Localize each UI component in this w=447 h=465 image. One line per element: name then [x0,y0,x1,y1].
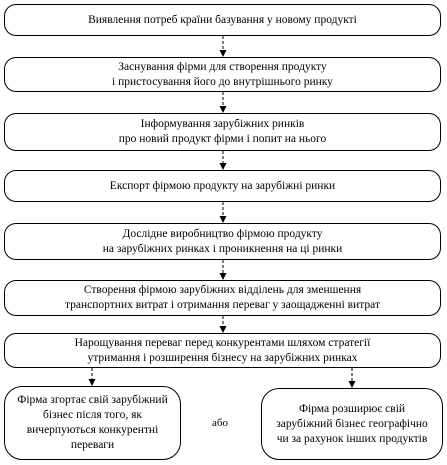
step-6 [4,280,441,316]
step-4-line-1: Експорт фірмою продукту на зарубіжні ринки [109,179,336,192]
outcome-left-line-4: переваги [70,439,115,451]
step-3-line-1: Інформування зарубіжних ринків [140,118,305,130]
step-3 [4,113,441,151]
step-5-line-1: Дослідне виробництво фірмою продукту [122,227,323,240]
outcome-right [261,388,443,460]
step-5 [4,223,441,260]
outcome-left-line-3: вичерпуються конкурентні [26,424,159,436]
step-1-line-1: Виявлення потреб країни базування у новому продукті [88,13,357,26]
step-1 [4,4,441,36]
step-7-line-2: утримання і розширення бізнесу на зарубіжних ринках [87,351,358,364]
step-2-line-1: Заснування фірми для створення продукту [118,60,327,73]
step-6-line-1: Створення фірмою зарубіжних відділень для зменшення [83,284,362,296]
outcome-right-line-1: Фірма розширює свій [298,402,406,415]
step-2-line-2: і пристосування його до внутрішнього ринку [112,75,333,88]
step-3-line-2: про новий продукт фірми і попит на нього [118,133,327,145]
step-5-line-2: на зарубіжних ринках і проникнення на ці ринки [102,242,343,255]
step-7 [4,333,441,368]
step-4 [4,170,441,202]
outcome-left-line-2: бізнес після того, як [43,409,142,421]
connector-label: або [212,417,228,429]
outcome-left [4,386,181,460]
outcome-right-line-2: зарубіжний бізнес географічно [276,417,428,430]
step-7-line-1: Нарощування переваг перед конкурентами шляхом стратегії [74,336,371,349]
step-2 [4,57,441,92]
step-6-line-2: транспортних витрат і отримання переваг у заощадженні витрат [65,299,380,311]
outcome-left-line-1: Фірма згортає свій зарубіжний [17,394,168,406]
outcome-right-line-3: чи за рахунок інших продуктів [276,432,428,445]
